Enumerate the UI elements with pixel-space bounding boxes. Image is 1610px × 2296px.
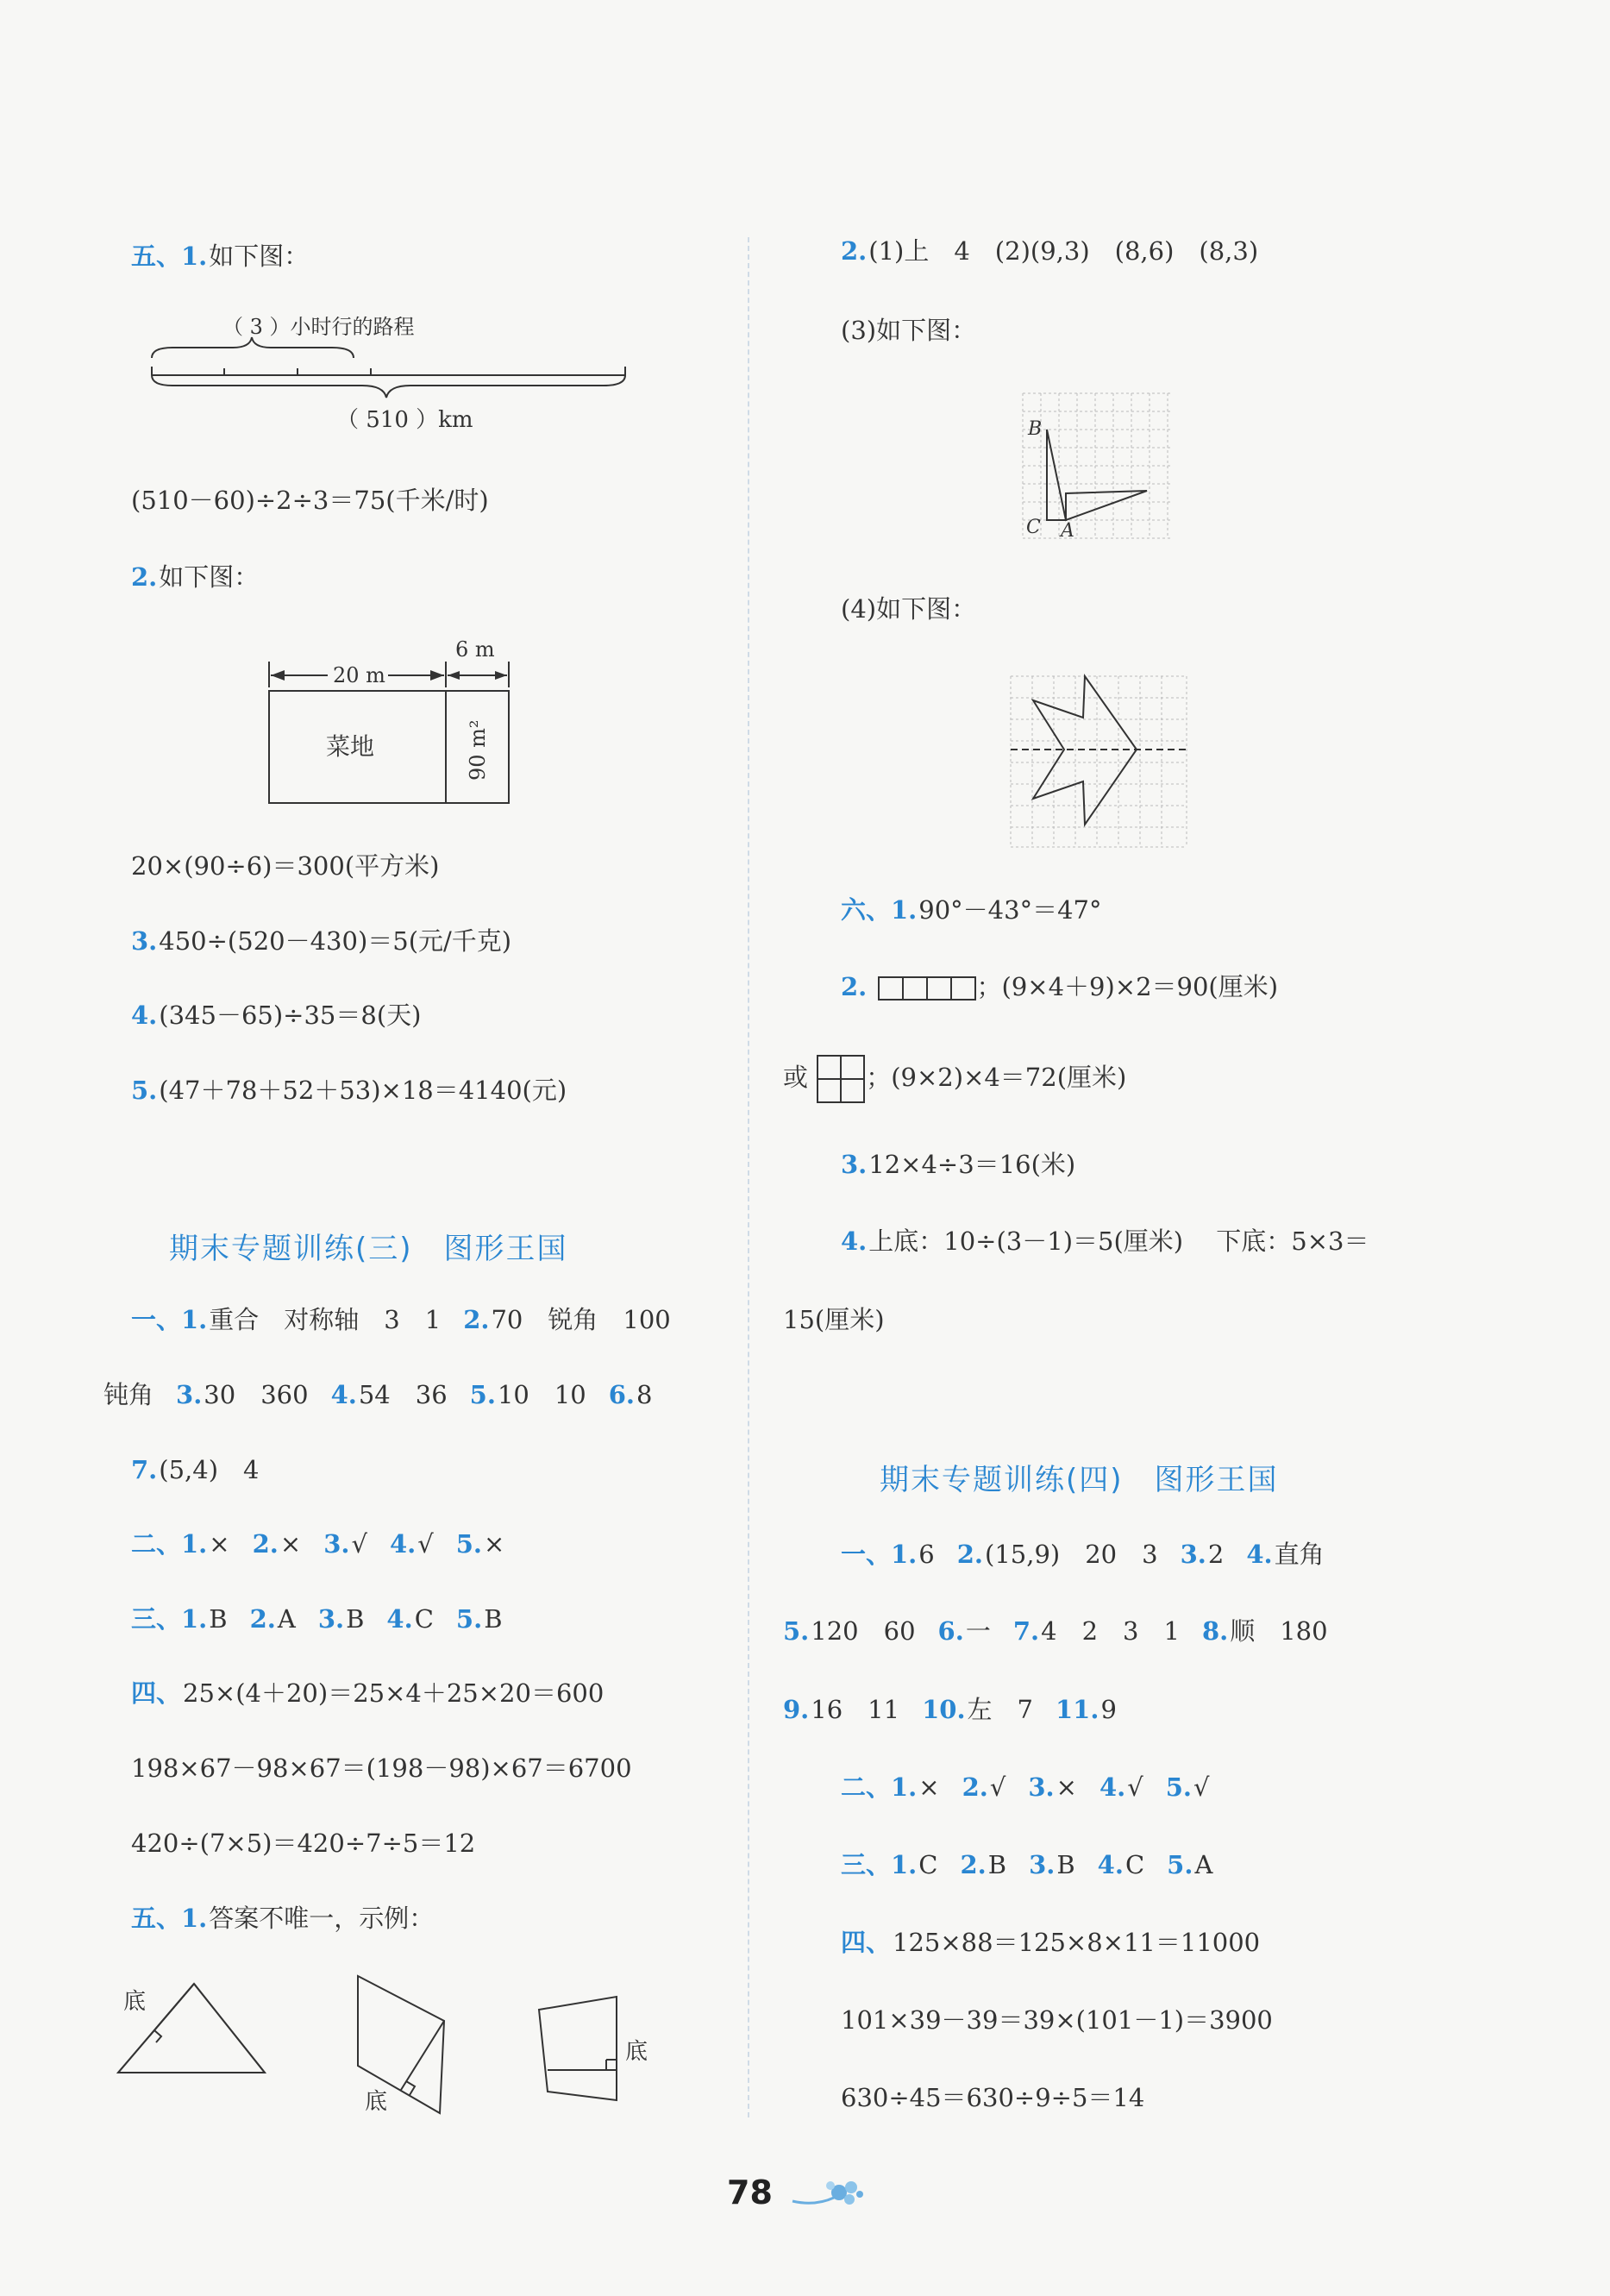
s6-1-line	[841, 895, 1102, 925]
q1-4-text: 54 36	[358, 1380, 448, 1409]
q3-2-text: A	[277, 1604, 296, 1634]
s6-3-text: 12×4÷3＝16(米)	[868, 1150, 1076, 1179]
grid-1	[1019, 390, 1175, 545]
r2-1-line	[841, 236, 1258, 266]
s5-1-num: 五、1.	[131, 242, 208, 271]
column-divider	[748, 237, 749, 2117]
q4b: 198×67－98×67＝(198－98)×67＝6700	[131, 1753, 632, 1783]
s5-4-line	[131, 1001, 421, 1030]
p4c: 630÷45＝630÷9÷5＝14	[841, 2083, 1145, 2112]
p1-5-num: 5.	[783, 1616, 810, 1646]
r2-1-num: 2.	[841, 236, 868, 266]
q3-4-num: 4.	[386, 1604, 413, 1634]
q3-3-text: B	[346, 1604, 365, 1634]
q1-2-text: 70 锐角 100	[491, 1305, 671, 1334]
q2-3-text: √	[351, 1529, 367, 1559]
q3-5-text: B	[484, 1604, 503, 1634]
p4b: 101×39－39＝39×(101－1)＝3900	[841, 2005, 1273, 2035]
s5-4-text: (345－65)÷35＝8(天)	[159, 1001, 422, 1030]
journey-bottom-brace	[152, 375, 625, 398]
s6-2-num: 2.	[841, 972, 868, 1001]
flower-ornament-icon	[789, 2172, 867, 2215]
q1-6-num: 6.	[608, 1380, 636, 1409]
q4-num: 四、	[131, 1678, 182, 1708]
q1-6-text: 8	[636, 1380, 653, 1409]
s5-5-text: (47＋78＋52＋53)×18＝4140(元)	[159, 1076, 567, 1105]
q2-2-num: 2.	[252, 1529, 279, 1559]
q1-3-text: 30 360	[204, 1380, 309, 1409]
p1-1-num: 一、1.	[841, 1540, 918, 1569]
s6-3-num: 3.	[841, 1150, 868, 1179]
q1-line2	[103, 1380, 652, 1409]
journey-top-brace	[152, 337, 354, 358]
r2-4: (4)如下图：	[841, 594, 977, 624]
s6-2b-line	[783, 1054, 1126, 1104]
q5-text: 答案不唯一，示例：	[209, 1904, 435, 1933]
p1-3-num: 3.	[1180, 1540, 1206, 1569]
p3-1-num: 三、1.	[841, 1850, 918, 1879]
garden-top-label: 6 m	[455, 637, 495, 662]
trapezoid-shape	[539, 1997, 617, 2100]
p3-4-text: C	[1124, 1850, 1145, 1879]
q5-num: 五、1.	[131, 1904, 208, 1933]
s6-1-num: 六、1.	[841, 895, 918, 925]
p3-3-num: 3.	[1029, 1850, 1056, 1879]
s6-4-line	[841, 1226, 1369, 1256]
q3-3-num: 3.	[317, 1604, 345, 1634]
point-a-label: A	[1061, 520, 1074, 542]
p1-7-num: 7.	[1012, 1616, 1040, 1646]
q1-3-num: 3.	[176, 1380, 203, 1409]
q1-5-text: 10 10	[497, 1380, 586, 1409]
garden-width-label: 20 m	[333, 663, 385, 687]
q2-3-num: 3.	[323, 1529, 350, 1559]
p2-2-text: √	[989, 1772, 1006, 1802]
s5-4-num: 4.	[131, 1001, 158, 1030]
p1-line1	[841, 1540, 1325, 1569]
q3-1-text: B	[209, 1604, 228, 1634]
p1-11-num: 11.	[1056, 1695, 1099, 1724]
p2-1-num: 二、1.	[841, 1772, 918, 1802]
p3-1-text: C	[918, 1850, 938, 1879]
grid-1-lines	[1023, 393, 1171, 538]
s6-4-num: 4.	[841, 1226, 868, 1256]
p3-2-num: 2.	[960, 1850, 987, 1879]
two-by-two-squares	[816, 1054, 866, 1104]
height-shapes	[108, 1971, 660, 2126]
p2-2-num: 2.	[962, 1772, 988, 1802]
p1-line2	[783, 1616, 1328, 1646]
s5-2-num: 2.	[131, 562, 158, 592]
p4-num: 四、	[841, 1928, 892, 1957]
garden-side-label: 90 m²	[466, 719, 490, 781]
s6-3-line	[841, 1150, 1075, 1179]
q3-5-num: 5.	[455, 1604, 483, 1634]
q2-1-num: 二、1.	[131, 1529, 208, 1559]
s5-1-line	[131, 242, 309, 271]
grid-2	[1007, 673, 1190, 850]
p1-9-text: 16 11	[811, 1695, 900, 1724]
p1-line3	[783, 1695, 1117, 1724]
p2-5-num: 5.	[1165, 1772, 1192, 1802]
q1-7-text: (5,4) 4	[159, 1455, 260, 1484]
q1-1-num: 一、1.	[131, 1305, 208, 1334]
q1-2-num: 2.	[463, 1305, 490, 1334]
p1-8-num: 8.	[1201, 1616, 1229, 1646]
s5-2-line	[131, 562, 259, 592]
p3-line	[841, 1850, 1212, 1879]
journey-bottom-label: （ 510 ）km	[336, 407, 473, 433]
q4c: 420÷(7×5)＝420÷7÷5＝12	[131, 1829, 476, 1858]
q1-1-text: 重合 对称轴 3 1	[209, 1305, 442, 1334]
journey-top-label: （ 3 ）小时行的路程	[222, 315, 415, 339]
p1-6-text: 一	[965, 1616, 991, 1646]
s5-1-text: 如下图：	[209, 242, 310, 271]
p1-7-text: 4 2 3 1	[1041, 1616, 1180, 1646]
q2-5-num: 5.	[455, 1529, 482, 1559]
trapezoid-base-label: 底	[625, 2039, 648, 2065]
q2-4-text: √	[417, 1529, 434, 1559]
q3-2-num: 2.	[249, 1604, 276, 1634]
p1-4-text: 直角	[1274, 1540, 1325, 1569]
q3-4-text: C	[414, 1604, 434, 1634]
p2-1-text: ×	[918, 1772, 940, 1802]
q4-line	[131, 1678, 604, 1708]
q1-line1	[131, 1305, 671, 1334]
p1-2-text: (15,9) 20 3	[985, 1540, 1158, 1569]
s6-4b: 15(厘米)	[783, 1305, 885, 1334]
page-number: 78	[727, 2174, 773, 2211]
journey-diagram	[138, 306, 638, 444]
p1-10-num: 10.	[922, 1695, 966, 1724]
q3-line	[131, 1604, 503, 1634]
q2-1-text: ×	[209, 1529, 230, 1559]
p1-8-text: 顺 180	[1230, 1616, 1328, 1646]
four-squares-row	[877, 975, 977, 1001]
p2-4-text: √	[1127, 1772, 1143, 1802]
q5-line	[131, 1904, 434, 1933]
p2-3-num: 3.	[1028, 1772, 1055, 1802]
q1-5-num: 5.	[469, 1380, 496, 1409]
r2-1-text: (1)上 4 (2)(9,3) (8,6) (8,3)	[868, 236, 1259, 266]
p2-5-text: √	[1193, 1772, 1210, 1802]
garden-area-label: 菜地	[326, 732, 375, 761]
s6-1-text: 90°－43°＝47°	[918, 895, 1102, 925]
triangle-bca	[1047, 430, 1066, 520]
garden-diagram	[259, 634, 526, 811]
p1-5-text: 120 60	[811, 1616, 916, 1646]
eq1: (510－60)÷2÷3＝75(千米/时)	[131, 486, 489, 515]
triangle-rotated	[1066, 491, 1147, 520]
section-title-4: 期末专题训练(四) 图形王国	[880, 1463, 1279, 1497]
p1-6-num: 6.	[937, 1616, 964, 1646]
p3-5-num: 5.	[1167, 1850, 1193, 1879]
q1-7-num: 7.	[131, 1455, 158, 1484]
p3-4-num: 4.	[1097, 1850, 1124, 1879]
triangle-base-label: 底	[123, 1989, 147, 2015]
r2-3: (3)如下图：	[841, 316, 977, 345]
p2-3-text: ×	[1056, 1772, 1077, 1802]
s6-4-text: 上底：10÷(3－1)＝5(厘米) 下底：5×3＝	[868, 1226, 1369, 1256]
eq2: 20×(90÷6)＝300(平方米)	[131, 851, 440, 881]
point-c-label: C	[1026, 517, 1041, 538]
q2-5-text: ×	[484, 1529, 505, 1559]
p4-line	[841, 1928, 1260, 1957]
p1-11-text: 9	[1100, 1695, 1117, 1724]
s5-5-num: 5.	[131, 1076, 158, 1105]
p1-4-num: 4.	[1246, 1540, 1273, 1569]
q1-line3	[131, 1455, 259, 1484]
s5-2-text: 如下图：	[159, 562, 260, 592]
s5-3-line	[131, 926, 511, 956]
q2-line	[131, 1529, 504, 1559]
section-title-3: 期末专题训练(三) 图形王国	[169, 1232, 568, 1266]
p2-4-num: 4.	[1099, 1772, 1126, 1802]
parallelogram-base-label: 底	[365, 2089, 388, 2115]
q4-text: 25×(4＋20)＝25×4＋25×20＝600	[183, 1678, 605, 1708]
s6-2b-text: ；(9×2)×4＝72(厘米)	[866, 1063, 1127, 1092]
q3-1-num: 三、1.	[131, 1604, 208, 1634]
p1-1-text: 6	[918, 1540, 935, 1569]
s5-3-num: 3.	[131, 926, 158, 956]
p3-2-text: B	[987, 1850, 1007, 1879]
s6-2b-pre: 或	[783, 1063, 809, 1092]
p1-2-num: 2.	[956, 1540, 984, 1569]
q2-2-text: ×	[279, 1529, 302, 1559]
p4-text: 125×88＝125×8×11＝11000	[893, 1928, 1261, 1957]
p1-9-num: 9.	[783, 1695, 810, 1724]
q1-4-num: 4.	[330, 1380, 357, 1409]
s5-3-text: 450÷(520－430)＝5(元/千克)	[159, 926, 512, 956]
p1-10-text: 左 7	[967, 1695, 1033, 1724]
s6-2-text: ；(9×4＋9)×2＝90(厘米)	[976, 972, 1279, 1001]
s5-5-line	[131, 1076, 567, 1105]
p1-3-text: 2	[1207, 1540, 1225, 1569]
p3-5-text: A	[1194, 1850, 1213, 1879]
point-b-label: B	[1028, 418, 1043, 440]
s6-2-line	[841, 972, 1278, 1001]
p3-3-text: B	[1056, 1850, 1075, 1879]
q1-line2-lead: 钝角	[103, 1380, 154, 1409]
p2-line	[841, 1772, 1209, 1802]
q2-4-num: 4.	[389, 1529, 417, 1559]
